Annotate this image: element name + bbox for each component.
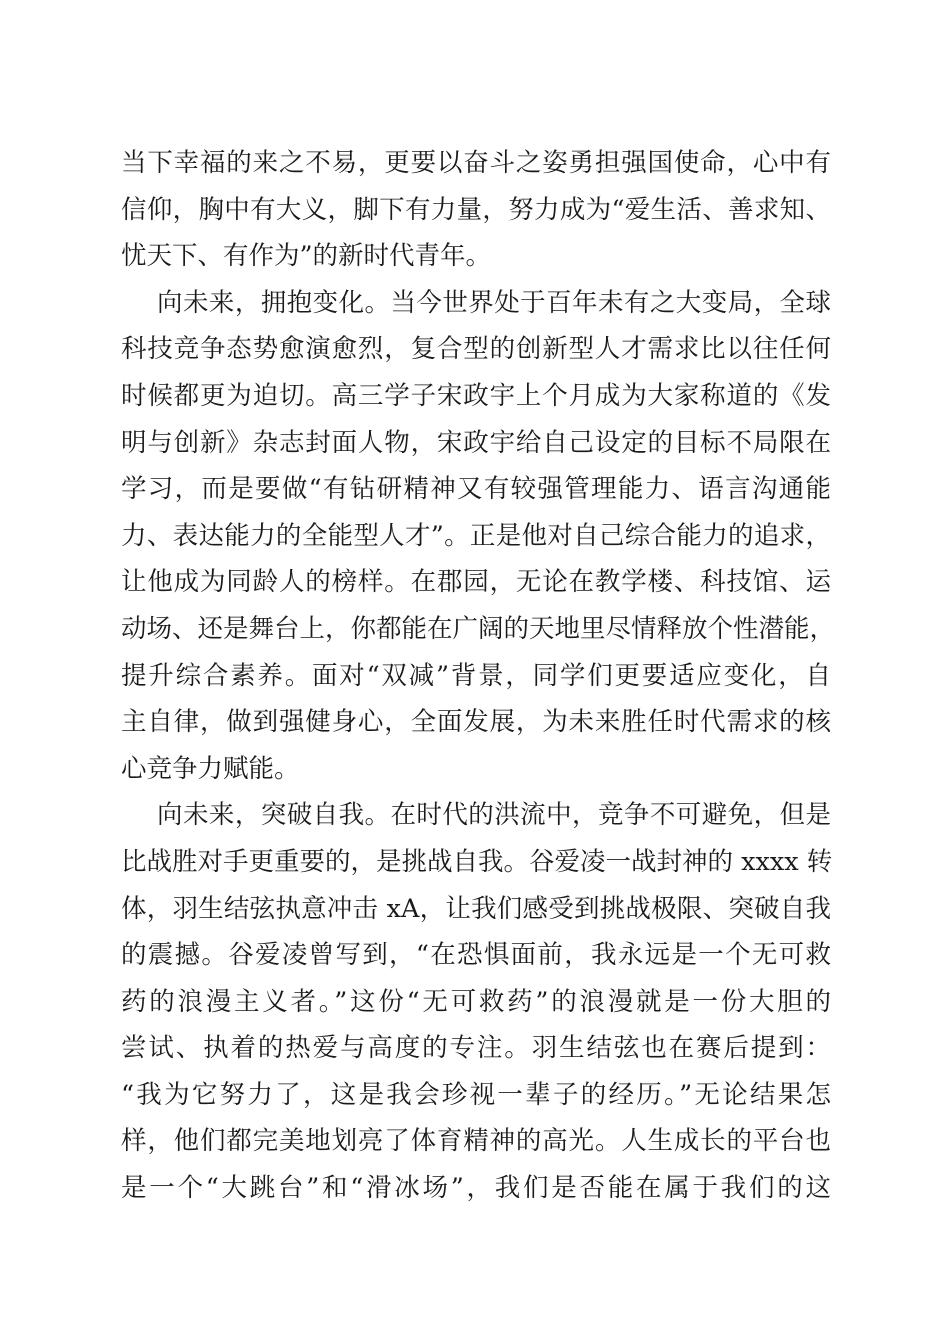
- paragraph-2-line-4: 明与创新》杂志封面人物，宋政宇给自己设定的目标不局限在: [121, 427, 831, 458]
- paragraph-3-line-3: 体，羽生结弦执意冲击 xA，让我们感受到挑战极限、突破自我: [121, 893, 831, 924]
- paragraph-3-line-6: 尝试、执着的热爱与高度的专注。羽生结弦也在赛后提到：: [121, 1033, 831, 1064]
- paragraph-2-line-3: 时候都更为迫切。高三学子宋政宇上个月成为大家称道的《发: [121, 380, 831, 411]
- paragraph-1-line-1: 当下幸福的来之不易，更要以奋斗之姿勇担强国使命，心中有: [121, 148, 831, 178]
- paragraph-3-line-5: 药的浪漫主义者。”这份“无可救药”的浪漫就是一份大胆的: [121, 986, 831, 1017]
- paragraph-2-line-5: 学习，而是要做“有钻研精神又有较强管理能力、语言沟通能: [121, 474, 831, 505]
- paragraph-2-line-9: 提升综合素养。面对“双减”背景，同学们更要适应变化，自: [121, 660, 831, 691]
- paragraph-2-line-7: 让他成为同龄人的榜样。在郡园，无论在教学楼、科技馆、运: [121, 567, 831, 598]
- paragraph-2-line-2: 科技竞争态势愈演愈烈，复合型的创新型人才需求比以往任何: [121, 334, 831, 365]
- paragraph-3-line-7: “我为它努力了，这是我会珍视一辈子的经历。”无论结果怎: [121, 1079, 831, 1110]
- paragraph-3-line-9: 是一个“大跳台”和“滑冰场”，我们是否能在属于我们的这: [121, 1173, 831, 1204]
- paragraph-3-line-1: 向未来，突破自我。在时代的洪流中，竞争不可避免，但是: [157, 800, 831, 831]
- body-text: [121, 140, 836, 1212]
- paragraph-2-line-8: 动场、还是舞台上，你都能在广阔的天地里尽情释放个性潜能，: [121, 613, 836, 644]
- paragraph-2-line-10: 主自律，做到强健身心，全面发展，为未来胜任时代需求的核: [121, 707, 831, 738]
- paragraph-3-line-4: 的震撼。谷爱凌曾写到，“在恐惧面前，我永远是一个无可救: [121, 940, 831, 971]
- paragraph-2-line-6: 力、表达能力的全能型人才”。正是他对自己综合能力的追求，: [121, 520, 831, 551]
- paragraph-1-line-3: 忧天下、有作为”的新时代青年。: [121, 241, 492, 272]
- paragraph-2-line-11: 心竞争力赋能。: [121, 753, 300, 784]
- paragraph-1-line-2: 信仰，胸中有大义，脚下有力量，努力成为“爱生活、善求知、: [121, 194, 831, 225]
- paragraph-2-line-1: 向未来，拥抱变化。当今世界处于百年未有之大变局，全球: [157, 287, 831, 318]
- paragraph-3-line-8: 样，他们都完美地划亮了体育精神的高光。人生成长的平台也: [121, 1126, 831, 1157]
- paragraph-3-line-2: 比战胜对手更重要的，是挑战自我。谷爱凌一战封神的 xxxx 转: [121, 846, 833, 877]
